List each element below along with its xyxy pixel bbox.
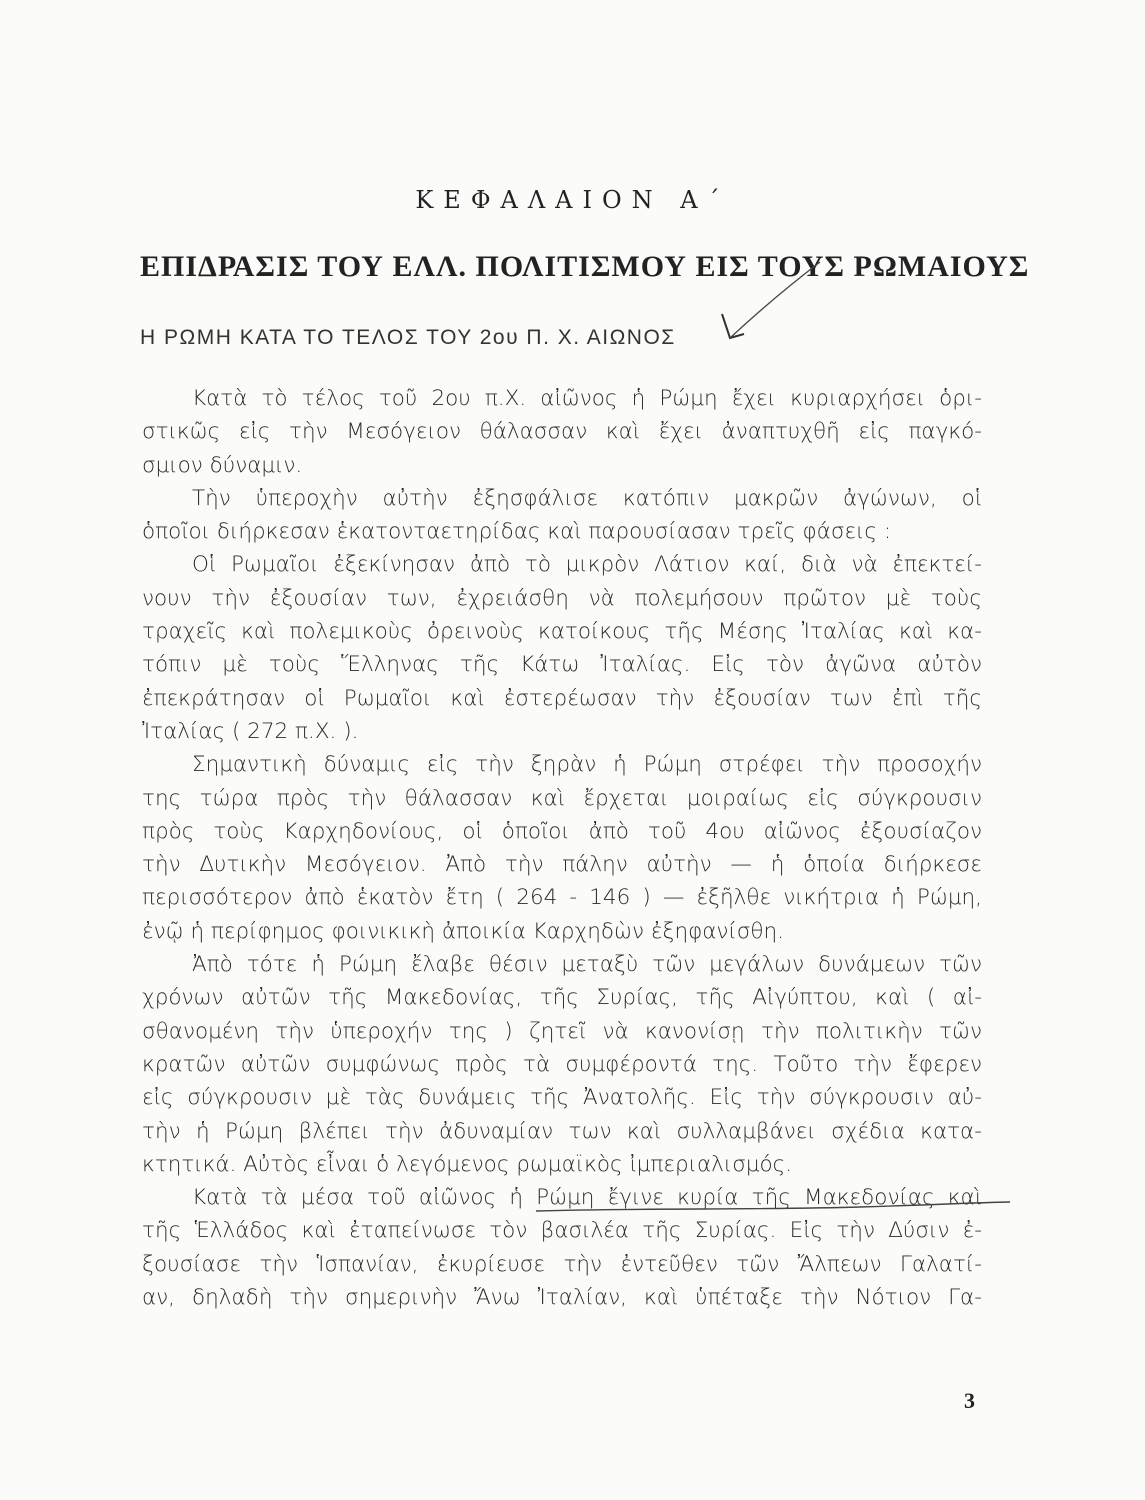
text-line: ὁποῖοι διήρκεσαν ἑκατονταετηρίδας καὶ παρουσίασαν τρεῖς φάσεις : xyxy=(142,519,892,545)
text-line: τὴν Δυτικὴν Μεσόγειον. Ἀπὸ τὴν πάλην αὐτὴν — ἡ ὁποία διήρκεσε xyxy=(142,852,982,878)
chapter-heading: ΚΕΦΑΛΑΙΟΝ Α΄ xyxy=(415,186,730,214)
text-line: Κατὰ τὰ μέσα τοῦ αἰῶνος ἡ Ρώμη ἔγινε κυρία τῆς Μακεδονίας καὶ xyxy=(192,1185,982,1211)
text-line: ξουσίασε τὴν Ἱσπανίαν, ἐκυρίευσε τὴν ἐντεῦθεν τῶν Ἄλπεων Γαλατί- xyxy=(142,1251,982,1277)
text-line: τραχεῖς καὶ πολεμικοὺς ὀρεινοὺς κατοίκους τῆς Μέσης Ἰταλίας καὶ κα- xyxy=(142,619,982,645)
text-line: Ἀπὸ τότε ἡ Ρώμη ἔλαβε θέσιν μεταξὺ τῶν μεγάλων δυνάμεων τῶν xyxy=(192,952,982,978)
text-line: περισσότερον ἀπὸ ἑκατὸν ἔτη ( 264 - 146 ) — ἐξῆλθε νικήτρια ἡ Ρώμη, xyxy=(142,885,982,911)
text-line: νουν τὴν ἐξουσίαν των, ἐχρειάσθη νὰ πολεμήσουν πρῶτον μὲ τοὺς xyxy=(142,585,982,611)
text-line: Τὴν ὑπεροχὴν αὐτὴν ἐξησφάλισε κατόπιν μακρῶν ἀγώνων, οἱ xyxy=(192,485,982,511)
text-line: τόπιν μὲ τοὺς Ἕλληνας τῆς Κάτω Ἰταλίας. Εἰς τὸν ἀγῶνα αὐτὸν xyxy=(142,652,982,678)
text-line: Ἰταλίας ( 272 π.Χ. ). xyxy=(142,718,359,744)
text-line: Κατὰ τὸ τέλος τοῦ 2ου π.Χ. αἰῶνος ἡ Ρώμη ἔχει κυριαρχήσει ὁρι- xyxy=(192,386,982,411)
text-line: αν, δηλαδὴ τὴν σημερινὴν Ἄνω Ἰταλίαν, καὶ ὑπέταξε τὴν Νότιον Γα- xyxy=(142,1285,982,1311)
page-number: 3 xyxy=(964,1388,975,1413)
text-line: Σημαντικὴ δύναμις εἰς τὴν ξηρὰν ἡ Ρώμη στρέφει τὴν προσοχήν xyxy=(192,752,982,778)
main-title: ΕΠΙΔΡΑΣΙΣ ΤΟΥ ΕΛΛ. ΠΟΛΙΤΙΣΜΟΥ ΕΙΣ ΤΟΥΣ ΡΩΜΑΙΟΥΣ xyxy=(140,250,1030,283)
text-line: χρόνων αὐτῶν τῆς Μακεδονίας, τῆς Συρίας, τῆς Αἰγύπτου, καὶ ( αἰ- xyxy=(142,985,982,1011)
text-line: ἐνῷ ἡ περίφημος φοινικικὴ ἀποικία Καρχηδὼν ἐξηφανίσθη. xyxy=(142,918,785,944)
text-line: τὴν ἡ Ρώμη βλέπει τὴν ἀδυναμίαν των καὶ συλλαμβάνει σχέδια κατα- xyxy=(142,1118,982,1144)
text-line: τῆς Ἑλλάδος καὶ ἐταπείνωσε τὸν βασιλέα τῆς Συρίας. Εἰς τὴν Δύσιν ἐ- xyxy=(142,1218,982,1244)
text-line: κρατῶν αὐτῶν συμφώνως πρὸς τὰ συμφέροντά της. Τοῦτο τὴν ἔφερεν xyxy=(142,1051,982,1077)
text-line: ἐπεκράτησαν οἱ Ρωμαῖοι καὶ ἐστερέωσαν τὴν ἐξουσίαν των ἐπὶ τῆς xyxy=(142,685,982,711)
text-line: Οἱ Ρωμαῖοι ἐξεκίνησαν ἀπὸ τὸ μικρὸν Λάτιον καί, διὰ νὰ ἐπεκτεί- xyxy=(192,552,982,578)
text-line: της τώρα πρὸς τὴν θάλασσαν καὶ ἔρχεται μοιραίως εἰς σύγκρουσιν xyxy=(142,785,982,811)
text-line: στικῶς εἰς τὴν Μεσόγειον θάλασσαν καὶ ἔχει ἀναπτυχθῆ εἰς παγκό- xyxy=(142,419,982,445)
text-line: κτητικά. Αὐτὸς εἶναι ὁ λεγόμενος ρωμαϊκὸς ἰμπεριαλισμός. xyxy=(142,1151,793,1177)
text-line: πρὸς τοὺς Καρχηδονίους, οἱ ὁποῖοι ἀπὸ τοῦ 4ου αἰῶνος ἐξουσίαζον xyxy=(142,818,982,844)
text-line: εἰς σύγκρουσιν μὲ τὰς δυνάμεις τῆς Ἀνατολῆς. Εἰς τὴν σύγκρουσιν αὐ- xyxy=(142,1085,982,1111)
section-heading: Η ΡΩΜΗ ΚΑΤΑ ΤΟ ΤΕΛΟΣ ΤΟΥ 2ου Π. Χ. ΑΙΩΝΟΣ xyxy=(140,326,676,349)
text-line: σμιον δύναμιν. xyxy=(142,452,303,478)
text-line: σθανομένη τὴν ὑπεροχήν της ) ζητεῖ νὰ κανονίσῃ τὴν πολιτικὴν τῶν xyxy=(142,1018,982,1044)
